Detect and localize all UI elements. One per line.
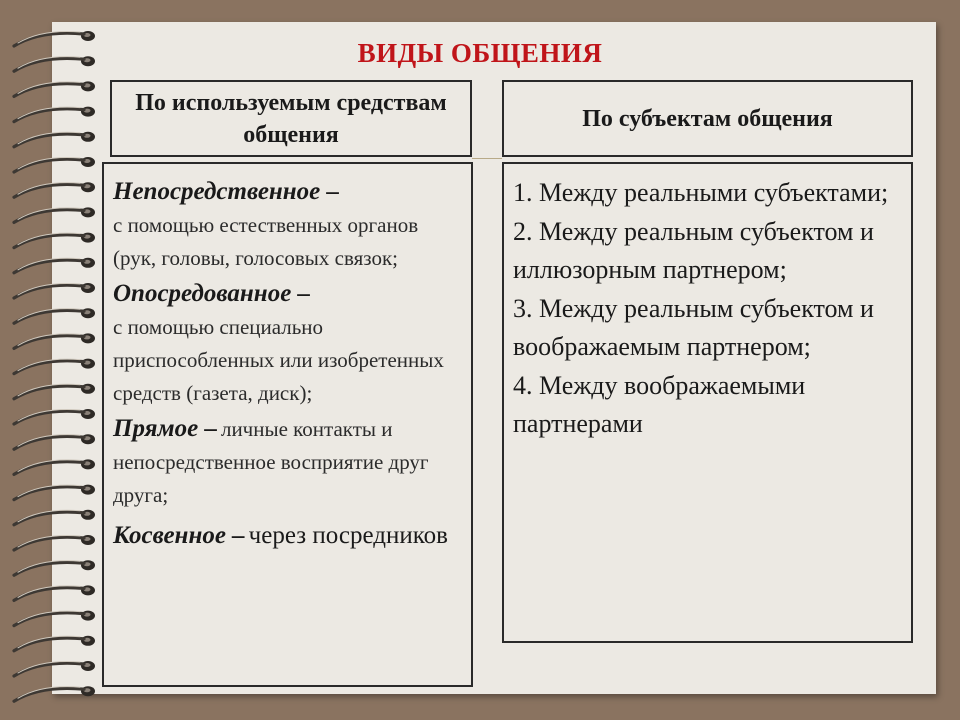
spiral-ring [14, 283, 95, 298]
list-item: 4. Между воображаемыми партнерами [513, 370, 806, 438]
spiral-ring [14, 611, 95, 626]
means-list [102, 162, 473, 687]
spiral-ring [14, 535, 95, 550]
spiral-ring [14, 384, 95, 399]
spiral-ring [14, 207, 95, 222]
spiral-ring [14, 434, 95, 449]
spiral-ring [14, 359, 95, 374]
header-subjects-label: По субъектам общения [582, 105, 833, 132]
spiral-ring [14, 409, 95, 424]
spiral-ring [14, 661, 95, 676]
term-mediated: Опосредованное – [113, 280, 311, 307]
term-direct: Непосредственное – [113, 178, 340, 205]
desc-mediated: с помощью специально приспособленных или изобретенных средств (газета, диск); [113, 315, 444, 405]
spiral-ring [14, 107, 95, 122]
list-item [113, 519, 463, 556]
term-straight: Прямое – [113, 415, 217, 442]
spiral-ring [14, 585, 95, 600]
page-title: ВИДЫ ОБЩЕНИЯ [357, 38, 603, 68]
desc-direct: с помощью естественных органов (рук, головы, голосовых связок; [113, 213, 419, 270]
spiral-binding [0, 0, 110, 720]
spiral-ring [14, 132, 95, 147]
desc-indirect: через посредников [248, 522, 448, 549]
spiral-ring [14, 333, 95, 348]
term-indirect: Косвенное – [113, 522, 245, 549]
spiral-ring [14, 258, 95, 273]
spiral-ring [14, 182, 95, 197]
header-means-label: По используемым средствам общения [135, 89, 447, 148]
spiral-ring [14, 459, 95, 474]
desc-straight: личные контакты и непосредственное восприятие друг друга; [113, 417, 429, 507]
spiral-ring [14, 308, 95, 323]
header-subjects [502, 80, 913, 157]
divider-line [472, 158, 502, 159]
spiral-ring [14, 510, 95, 525]
list-item [113, 176, 463, 276]
spiral-ring [14, 233, 95, 248]
list-item [113, 413, 463, 513]
subjects-list [502, 162, 913, 643]
list-item: 3. Между реальным субъектом и воображаемым партнером; [513, 293, 874, 361]
spiral-ring [14, 485, 95, 500]
spiral-ring [14, 560, 95, 575]
list-item: 1. Между реальными субъектами; [513, 178, 889, 207]
list-item [113, 278, 463, 411]
header-means [110, 80, 472, 157]
list-item: 2. Между реальным субъектом и иллюзорным партнером; [513, 216, 874, 284]
spiral-ring [14, 81, 95, 96]
spiral-ring [14, 636, 95, 651]
spiral-ring [14, 157, 95, 172]
spiral-ring [14, 686, 95, 701]
